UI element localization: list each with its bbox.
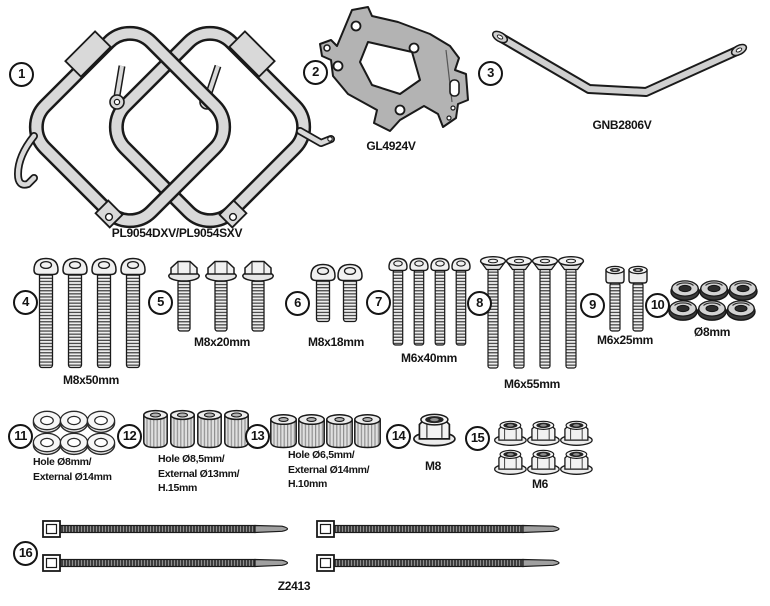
spec-line: Hole Ø6,5mm/	[288, 449, 355, 461]
callout-15: 15	[465, 426, 490, 451]
callout-3: 3	[478, 61, 503, 86]
washers-8mm-graphic	[669, 281, 757, 320]
bracket-plate-graphic	[320, 7, 468, 131]
part-label-washer8: Ø8mm	[693, 325, 731, 339]
part-label-m6-nut: M6	[531, 477, 549, 491]
cable-ties-graphic	[43, 521, 559, 571]
part-label-m8x50: M8x50mm	[63, 373, 119, 387]
part-label-frames: PL9054DXV/PL9054SXV	[111, 226, 243, 240]
callout-5: 5	[148, 290, 173, 315]
callout-1: 1	[9, 62, 34, 87]
part-label-m6x25: M6x25mm	[597, 333, 653, 347]
callout-12: 12	[117, 424, 142, 449]
m6-nuts-graphic	[495, 421, 592, 474]
m6x40-bolts-graphic	[389, 259, 470, 346]
callout-11: 11	[8, 424, 33, 449]
callout-9: 9	[580, 293, 605, 318]
spec-line: Hole Ø8,5mm/	[158, 453, 225, 465]
spec-line: H.10mm	[288, 478, 328, 490]
callout-16: 16	[13, 541, 38, 566]
part-label-m8x18: M8x18mm	[308, 335, 364, 349]
spec-line: Hole Ø8mm/	[33, 456, 92, 468]
spec-line: External Ø14mm/	[288, 463, 370, 476]
callout-6: 6	[285, 291, 310, 316]
m8x50-bolts-graphic	[34, 259, 145, 368]
part-spec-washer14	[33, 455, 112, 484]
part-label-m8-nut: M8	[424, 459, 442, 473]
callout-14: 14	[386, 424, 411, 449]
callout-10: 10	[645, 293, 670, 318]
part-spec-spacer-h15	[158, 452, 239, 496]
part-label-m6x55: M6x55mm	[504, 377, 560, 391]
part-label-plate: GL4924V	[366, 139, 416, 153]
spec-line: External Ø13mm/	[158, 467, 240, 480]
crossbar-graphic	[491, 29, 748, 92]
callout-4: 4	[13, 290, 38, 315]
callout-7: 7	[366, 290, 391, 315]
washers-14mm-graphic	[33, 411, 114, 454]
part-label-cable-tie: Z2413	[277, 579, 311, 593]
spec-line: H.15mm	[158, 482, 198, 494]
part-label-m8x20: M8x20mm	[194, 335, 250, 349]
part-label-crossbar: GNB2806V	[592, 118, 652, 132]
spacers-h10-graphic	[271, 415, 380, 448]
part-label-m6x40: M6x40mm	[401, 351, 457, 365]
spacers-h15-graphic	[144, 411, 248, 448]
m6x55-bolts-graphic	[481, 257, 584, 368]
callout-8: 8	[467, 291, 492, 316]
side-frames-graphic	[18, 21, 332, 233]
m8x20-bolts-graphic	[169, 262, 273, 332]
m8-nut-graphic	[414, 414, 455, 445]
m6x25-bolts-graphic	[606, 266, 647, 331]
callout-13: 13	[245, 424, 270, 449]
callout-2: 2	[303, 60, 328, 85]
part-spec-spacer-h10	[288, 448, 369, 492]
m8x18-bolts-graphic	[311, 265, 362, 322]
spec-line: External Ø14mm	[33, 470, 112, 483]
